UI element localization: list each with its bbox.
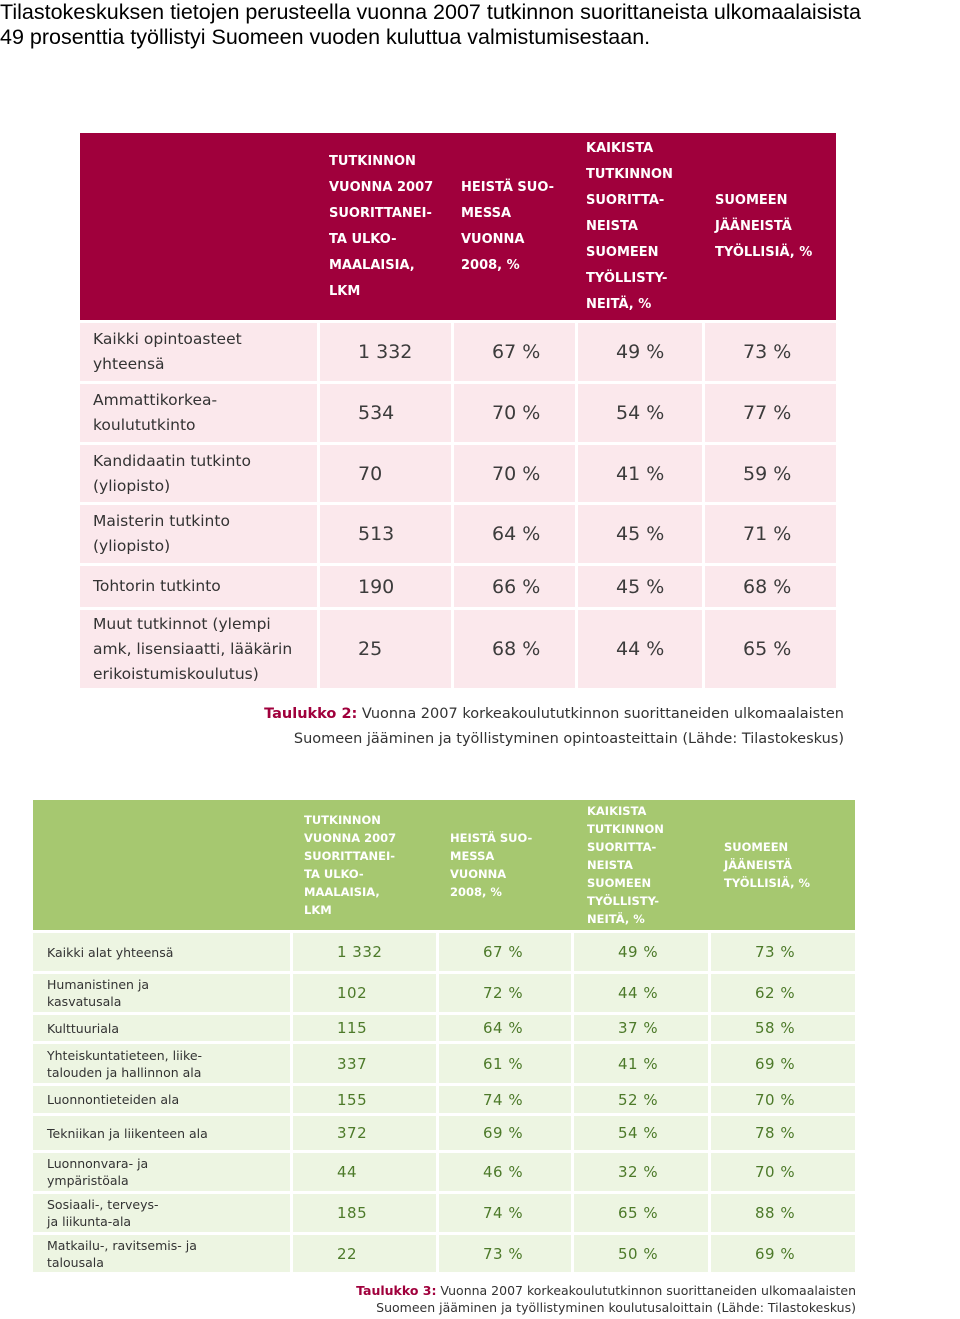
cell-employed-of-all: 45 %	[575, 563, 702, 607]
header-in-finland: HEISTÄ SUO- MESSA VUONNA 2008, %	[451, 133, 575, 320]
cell-employed-of-all: 54 %	[575, 381, 702, 442]
intro-line-2: 49 prosenttia työllistyi Suomeen vuoden kuluttua valmistumisestaan.	[0, 25, 651, 49]
table-3-caption	[60, 1282, 856, 1316]
header-in-finland: HEISTÄ SUO- MESSA VUONNA 2008, %	[436, 800, 571, 930]
row-label: Kandidaatin tutkinto (yliopisto)	[80, 442, 317, 502]
cell-in-finland: 67 %	[451, 320, 575, 381]
row-label: Humanistinen ja kasvatusala	[33, 971, 290, 1012]
cell-in-finland: 64 %	[451, 502, 575, 563]
cell-employed-of-all: 49 %	[575, 320, 702, 381]
cell-employed-of-stayed: 70 %	[708, 1150, 855, 1191]
cell-count: 190	[317, 563, 451, 607]
cell-employed-of-stayed: 68 %	[702, 563, 836, 607]
cell-employed-of-all: 65 %	[571, 1191, 708, 1232]
cell-in-finland: 66 %	[451, 563, 575, 607]
cell-in-finland: 46 %	[436, 1150, 571, 1191]
cell-count: 44	[290, 1150, 436, 1191]
header-cell-empty	[80, 133, 317, 320]
cell-employed-of-stayed: 78 %	[708, 1113, 855, 1150]
row-label: Muut tutkinnot (ylempi amk, lisensiaatti, lääkärin erikoistumiskoulutus)	[80, 607, 317, 688]
cell-employed-of-stayed: 77 %	[702, 381, 836, 442]
header-employed-of-all: KAIKISTA TUTKINNON SUORITTA- NEISTA SUOMEEN TYÖLLISTY- NEITÄ, %	[571, 800, 708, 930]
cell-in-finland: 74 %	[436, 1083, 571, 1113]
header-employed-of-all: KAIKISTA TUTKINNON SUORITTA- NEISTA SUOMEEN TYÖLLISTY- NEITÄ, %	[575, 133, 702, 320]
cell-in-finland: 70 %	[451, 442, 575, 502]
cell-employed-of-all: 41 %	[575, 442, 702, 502]
cell-employed-of-all: 44 %	[575, 607, 702, 688]
table-row	[33, 1150, 855, 1191]
row-label: Maisterin tutkinto (yliopisto)	[80, 502, 317, 563]
cell-employed-of-stayed: 73 %	[708, 930, 855, 971]
cell-in-finland: 67 %	[436, 930, 571, 971]
row-label: Tekniikan ja liikenteen ala	[33, 1113, 290, 1150]
cell-in-finland: 70 %	[451, 381, 575, 442]
header-employed-of-stayed: SUOMEEN JÄÄNEISTÄ TYÖLLISIÄ, %	[708, 800, 855, 930]
row-label: Kaikki alat yhteensä	[33, 930, 290, 971]
cell-count: 1 332	[317, 320, 451, 381]
table-row	[80, 442, 836, 502]
caption-line-2: Suomeen jääminen ja työllistyminen koulutusaloittain (Lähde: Tilastokeskus)	[376, 1300, 856, 1315]
cell-employed-of-stayed: 59 %	[702, 442, 836, 502]
row-label: Matkailu-, ravitsemis- ja talousala	[33, 1232, 290, 1272]
table-row	[80, 320, 836, 381]
cell-employed-of-stayed: 88 %	[708, 1191, 855, 1232]
header-employed-of-stayed: SUOMEEN JÄÄNEISTÄ TYÖLLISIÄ, %	[702, 133, 836, 320]
row-label: Luonnontieteiden ala	[33, 1083, 290, 1113]
cell-in-finland: 74 %	[436, 1191, 571, 1232]
cell-in-finland: 72 %	[436, 971, 571, 1012]
header-cell-empty	[33, 800, 290, 930]
table-row	[33, 1191, 855, 1232]
cell-employed-of-stayed: 69 %	[708, 1041, 855, 1083]
table-2-caption	[184, 702, 844, 752]
cell-employed-of-all: 41 %	[571, 1041, 708, 1083]
cell-count: 155	[290, 1083, 436, 1113]
table-row	[80, 563, 836, 607]
cell-employed-of-stayed: 62 %	[708, 971, 855, 1012]
cell-employed-of-stayed: 69 %	[708, 1232, 855, 1272]
cell-employed-of-all: 37 %	[571, 1012, 708, 1041]
caption-label: Taulukko 3:	[356, 1283, 437, 1298]
cell-count: 1 332	[290, 930, 436, 971]
table-3-by-field-of-study	[33, 800, 855, 1272]
cell-in-finland: 73 %	[436, 1232, 571, 1272]
table-header-row	[80, 133, 836, 320]
cell-count: 25	[317, 607, 451, 688]
header-count: TUTKINNON VUONNA 2007 SUORITTANEI- TA ULKO- MAALAISIA, LKM	[290, 800, 436, 930]
cell-in-finland: 69 %	[436, 1113, 571, 1150]
cell-employed-of-all: 45 %	[575, 502, 702, 563]
table-row	[33, 1012, 855, 1041]
intro-text	[0, 0, 960, 50]
cell-count: 185	[290, 1191, 436, 1232]
cell-count: 115	[290, 1012, 436, 1041]
cell-in-finland: 68 %	[451, 607, 575, 688]
cell-in-finland: 61 %	[436, 1041, 571, 1083]
row-label: Kulttuuriala	[33, 1012, 290, 1041]
cell-employed-of-all: 49 %	[571, 930, 708, 971]
table-header-row	[33, 800, 855, 930]
caption-label: Taulukko 2:	[264, 706, 358, 722]
cell-employed-of-stayed: 70 %	[708, 1083, 855, 1113]
table-row	[80, 607, 836, 688]
cell-count: 22	[290, 1232, 436, 1272]
table-row	[33, 1232, 855, 1272]
cell-employed-of-all: 32 %	[571, 1150, 708, 1191]
cell-employed-of-stayed: 71 %	[702, 502, 836, 563]
cell-count: 337	[290, 1041, 436, 1083]
row-label: Kaikki opintoasteet yhteensä	[80, 320, 317, 381]
row-label: Sosiaali-, terveys- ja liikunta-ala	[33, 1191, 290, 1232]
table-row	[33, 1083, 855, 1113]
row-label: Luonnonvara- ja ympäristöala	[33, 1150, 290, 1191]
table-row	[80, 502, 836, 563]
table-row	[80, 381, 836, 442]
cell-count: 372	[290, 1113, 436, 1150]
table-row	[33, 1041, 855, 1083]
cell-count: 513	[317, 502, 451, 563]
row-label: Tohtorin tutkinto	[80, 563, 317, 607]
cell-employed-of-stayed: 73 %	[702, 320, 836, 381]
table-row	[33, 930, 855, 971]
row-label: Yhteiskuntatieteen, liike- talouden ja hallinnon ala	[33, 1041, 290, 1083]
table-row	[33, 971, 855, 1012]
table-2-by-degree-level	[80, 133, 836, 688]
cell-employed-of-all: 54 %	[571, 1113, 708, 1150]
caption-line-1: Vuonna 2007 korkeakoulututkinnon suorittaneiden ulkomaalaisten	[436, 1283, 856, 1298]
cell-count: 70	[317, 442, 451, 502]
cell-count: 102	[290, 971, 436, 1012]
cell-count: 534	[317, 381, 451, 442]
caption-line-2: Suomeen jääminen ja työllistyminen opintoasteittain (Lähde: Tilastokeskus)	[293, 731, 844, 747]
cell-employed-of-all: 44 %	[571, 971, 708, 1012]
cell-employed-of-stayed: 65 %	[702, 607, 836, 688]
table-row	[33, 1113, 855, 1150]
row-label: Ammattikorkea- koulututkinto	[80, 381, 317, 442]
cell-employed-of-all: 50 %	[571, 1232, 708, 1272]
header-count: TUTKINNON VUONNA 2007 SUORITTANEI- TA ULKO- MAALAISIA, LKM	[317, 133, 451, 320]
caption-line-1: Vuonna 2007 korkeakoulututkinnon suorittaneiden ulkomaalaisten	[357, 706, 844, 722]
cell-employed-of-all: 52 %	[571, 1083, 708, 1113]
cell-in-finland: 64 %	[436, 1012, 571, 1041]
intro-line-1: Tilastokeskuksen tietojen perusteella vuonna 2007 tutkinnon suorittaneista ulkomaalaisista	[0, 0, 861, 24]
cell-employed-of-stayed: 58 %	[708, 1012, 855, 1041]
